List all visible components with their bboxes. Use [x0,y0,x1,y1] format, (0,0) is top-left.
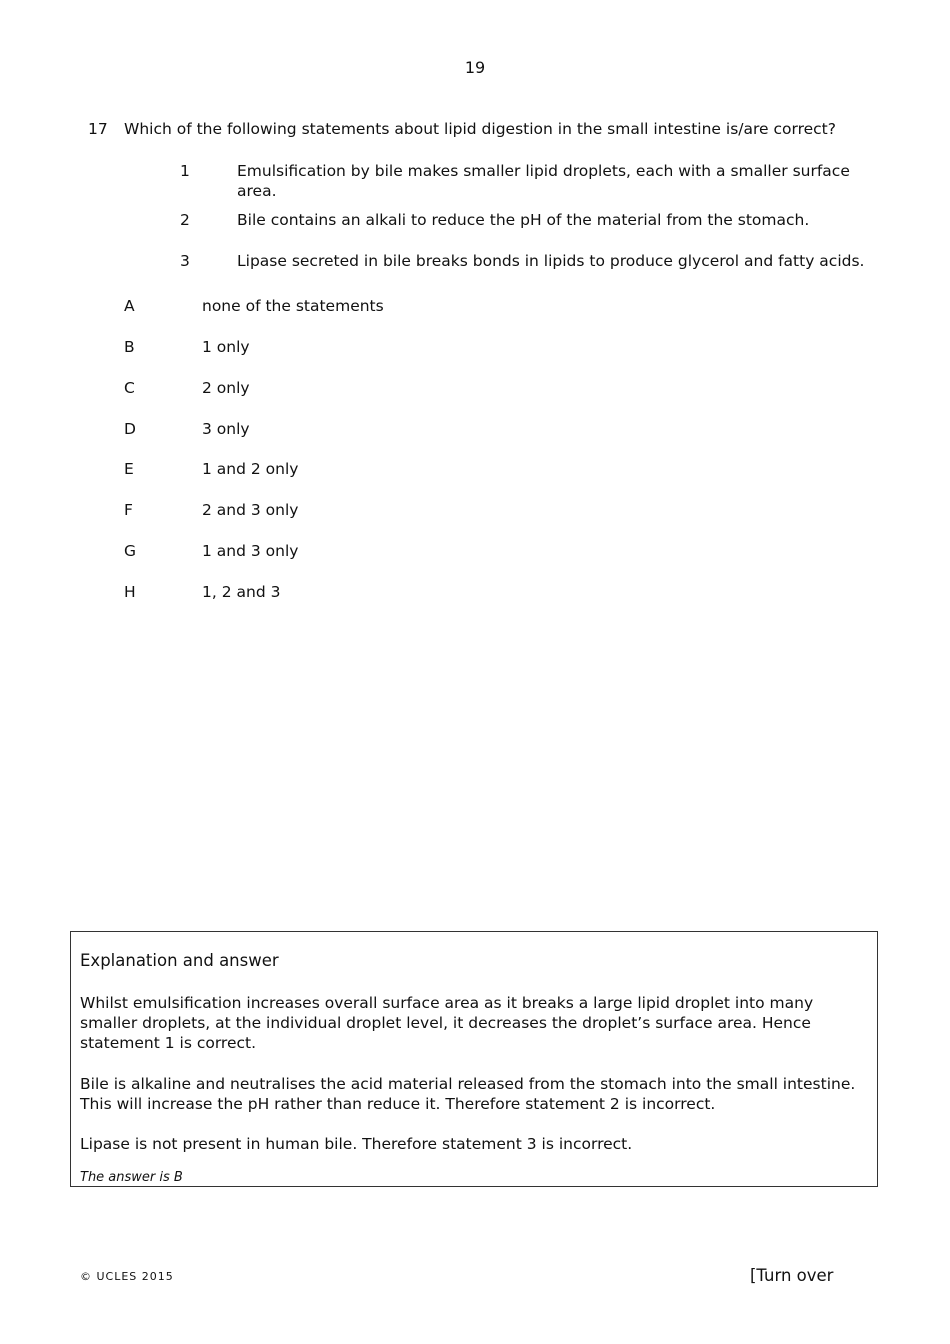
explanation-paragraph-3: Lipase is not present in human bile. Therefore statement 3 is incorrect. [80,1135,633,1153]
statement-number: 1 [180,162,190,180]
option-text: 2 and 3 only [202,501,299,519]
statement-number: 2 [180,211,190,229]
option-letter: A [124,297,135,315]
option-letter: D [124,420,136,438]
question-number: 17 [88,120,108,138]
copyright-notice: © UCLES 2015 [80,1270,174,1283]
statement-number: 3 [180,252,190,270]
explanation-box [70,931,878,1187]
option-text: 1, 2 and 3 [202,583,281,601]
option-letter: E [124,460,134,478]
option-text: 3 only [202,420,250,438]
answer-text: The answer is B [80,1170,183,1185]
option-text: 2 only [202,379,250,397]
turn-over-label: [Turn over [750,1266,834,1285]
option-text: none of the statements [202,297,384,315]
statement-text: Emulsification by bile makes smaller lipid droplets, each with a smaller surface area. [237,162,850,200]
option-letter: F [124,501,133,519]
explanation-title: Explanation and answer [80,951,279,970]
page-number: 19 [464,58,486,77]
question-text: Which of the following statements about lipid digestion in the small intestine is/are correct? [124,120,836,138]
option-letter: C [124,379,135,397]
option-letter: H [124,583,136,601]
option-text: 1 and 2 only [202,460,299,478]
explanation-paragraph-1: Whilst emulsification increases overall surface area as it breaks a large lipid droplet into many smaller droplets, at the individual droplet level, it decreases the droplet’s surface area. Hence statement 1 is correct. [80,994,814,1052]
option-text: 1 only [202,338,250,356]
statement-text: Bile contains an alkali to reduce the pH of the material from the stomach. [237,211,810,229]
option-letter: B [124,338,135,356]
option-letter: G [124,542,137,560]
explanation-paragraph-2: Bile is alkaline and neutralises the acid material released from the stomach into the small intestine. This will increase the pH rather than reduce it. Therefore statement 2 is incorrect. [80,1075,856,1113]
option-text: 1 and 3 only [202,542,299,560]
statement-text: Lipase secreted in bile breaks bonds in lipids to produce glycerol and fatty acids. [237,252,865,270]
